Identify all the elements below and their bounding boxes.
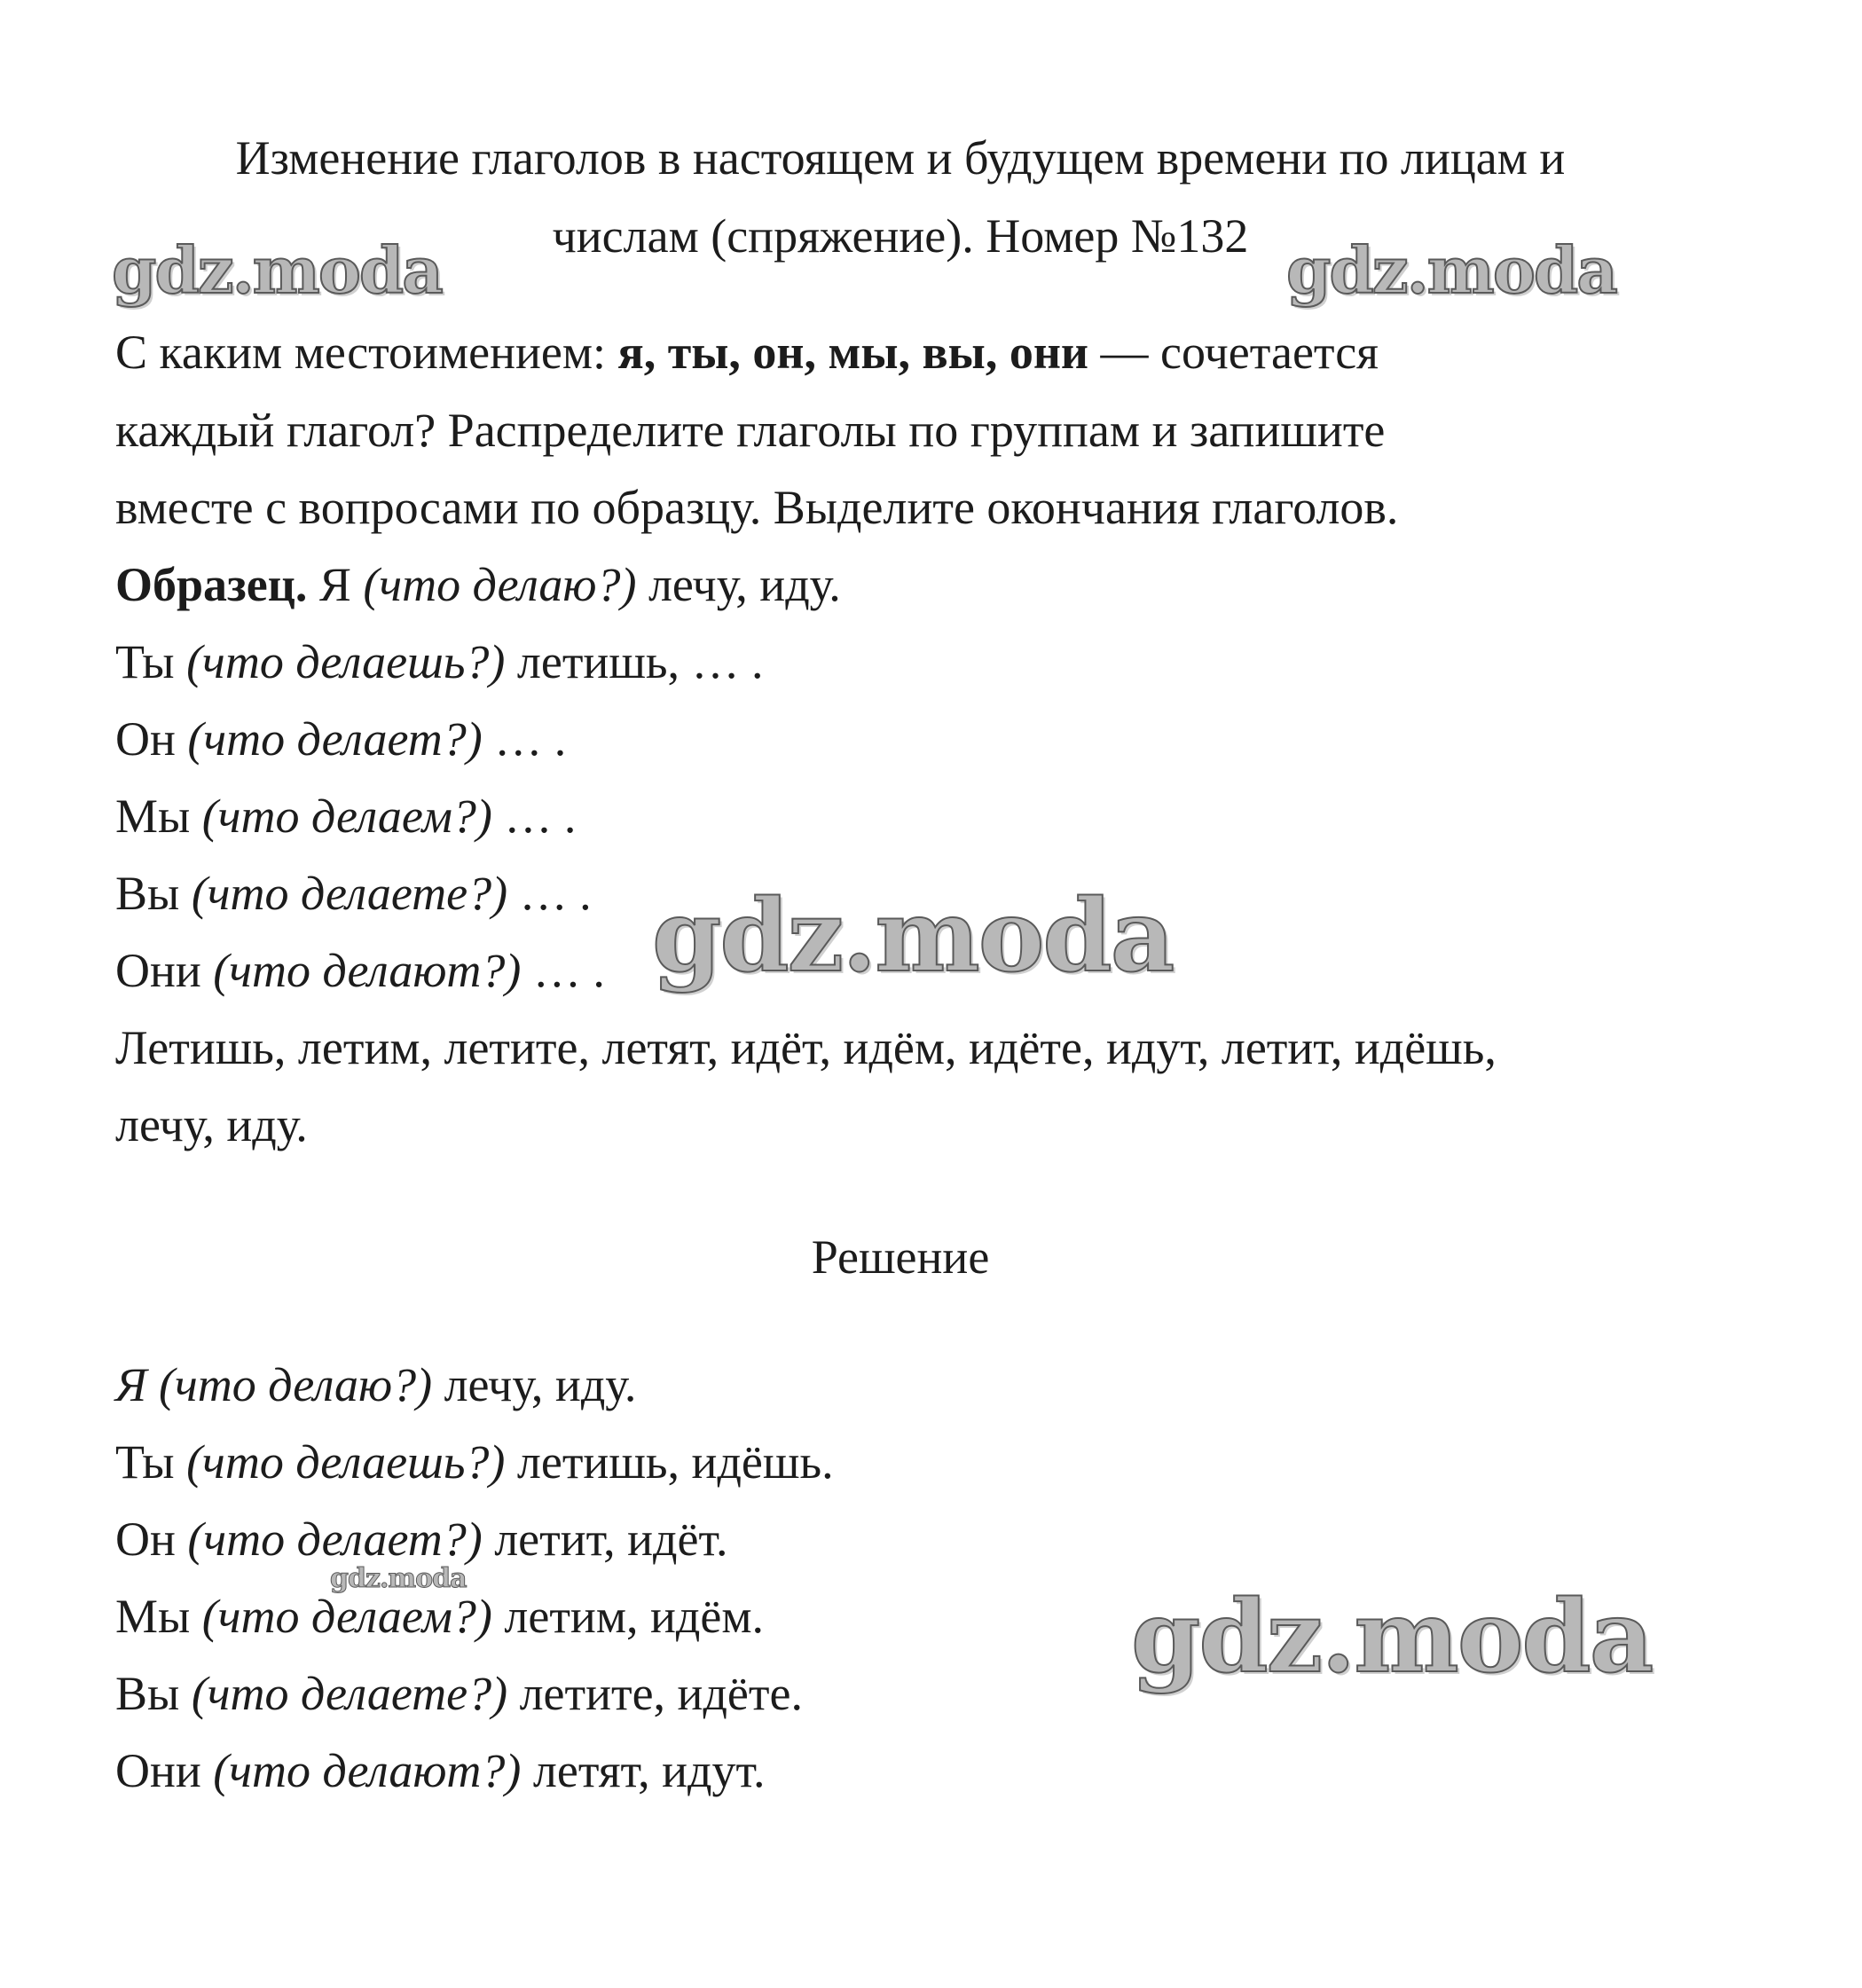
task-row-pronoun: Он [115,712,188,766]
title-line-2: числам (спряжение). Номер №132 [552,209,1249,263]
task-row-pronoun: Вы [115,867,192,920]
task-row-question: (что делаешь?) [186,635,506,688]
task-verbs-line-2: лечу, иду. [115,1098,308,1151]
task-row [115,943,605,998]
task-row-answer: … . [507,867,592,920]
task-row-answer: … . [521,944,605,997]
solution-row-pronoun: Я [115,1358,159,1411]
task-row-pronoun: Ты [115,635,187,688]
task-row [115,866,592,921]
task-row [115,789,576,844]
solution-row [115,1434,834,1489]
watermark-logo: gdz.moda [652,878,1174,994]
task-row-pronoun: Они [115,944,214,997]
solution-heading: Решение [811,1230,990,1284]
task-sample-line [115,557,841,612]
watermark-logo: gdz.moda [330,1563,467,1594]
solution-row-answer: летим, идём. [491,1590,765,1643]
solution-row-answer: летит, идёт. [482,1513,728,1566]
solution-row-question: (что делаю?) [159,1358,433,1411]
solution-row [115,1357,636,1412]
task-intro-prefix: С каким местоимением: [115,326,618,379]
sample-pronoun: Я [307,558,364,611]
solution-row-pronoun: Ты [115,1435,187,1489]
task-row-answer: … . [491,790,577,843]
solution-row-answer: летят, идут. [521,1744,766,1797]
solution-row-pronoun: Вы [115,1667,192,1720]
task-intro-line-1 [115,325,1379,380]
task-verbs-line-1: Летишь, летим, летите, летят, идёт, идём, идёте, идут, летит, идёшь, [115,1021,1497,1074]
task-row-question: (что делает?) [187,712,483,766]
task-row [115,711,566,766]
task-row [115,634,764,689]
solution-row [115,1743,766,1798]
solution-row-answer: летишь, идёшь. [505,1435,834,1489]
title-line-1: Изменение глаголов в настоящем и будущем времени по лицам и [235,131,1566,185]
task-pronouns: я, ты, он, мы, вы, они [617,326,1089,379]
task-row-answer: … . [482,712,567,766]
task-intro-line-3: вместе с вопросами по образцу. Выделите окончания глаголов. [115,481,1399,534]
task-row-question: (что делаете?) [191,867,508,920]
sample-question: (что делаю?) [363,558,637,611]
task-row-pronoun: Мы [115,790,202,843]
sample-label: Образец. [115,558,308,611]
task-intro-line-2: каждый глагол? Распределите глаголы по группам и запишите [115,404,1386,457]
solution-row-question: (что делают?) [213,1744,522,1797]
solution-row [115,1589,764,1644]
solution-row-question: (что делаете?) [191,1667,508,1720]
solution-row-question: (что делаешь?) [186,1435,506,1489]
solution-row-answer: лечу, иду. [432,1358,637,1411]
task-row-question: (что делаем?) [201,790,492,843]
solution-row-question: (что делаем?) [201,1590,492,1643]
sample-answer: лечу, иду. [636,558,841,611]
watermark-logo: gdz.moda [1286,232,1616,308]
page-title [115,119,1685,275]
task-row-question: (что делают?) [213,944,522,997]
solution-row-pronoun: Мы [115,1590,202,1643]
solution-row [115,1512,728,1567]
watermark-logo: gdz.moda [1131,1579,1653,1695]
solution-row [115,1666,803,1721]
task-row-answer: летишь, … . [505,635,764,688]
task-intro-suffix: — сочетается [1088,326,1379,379]
watermark-logo: gdz.moda [112,232,442,308]
solution-row-pronoun: Он [115,1513,188,1566]
solution-row-pronoun: Они [115,1744,214,1797]
solution-row-answer: летите, идёте. [507,1667,803,1720]
solution-row-question: (что делает?) [187,1513,483,1566]
